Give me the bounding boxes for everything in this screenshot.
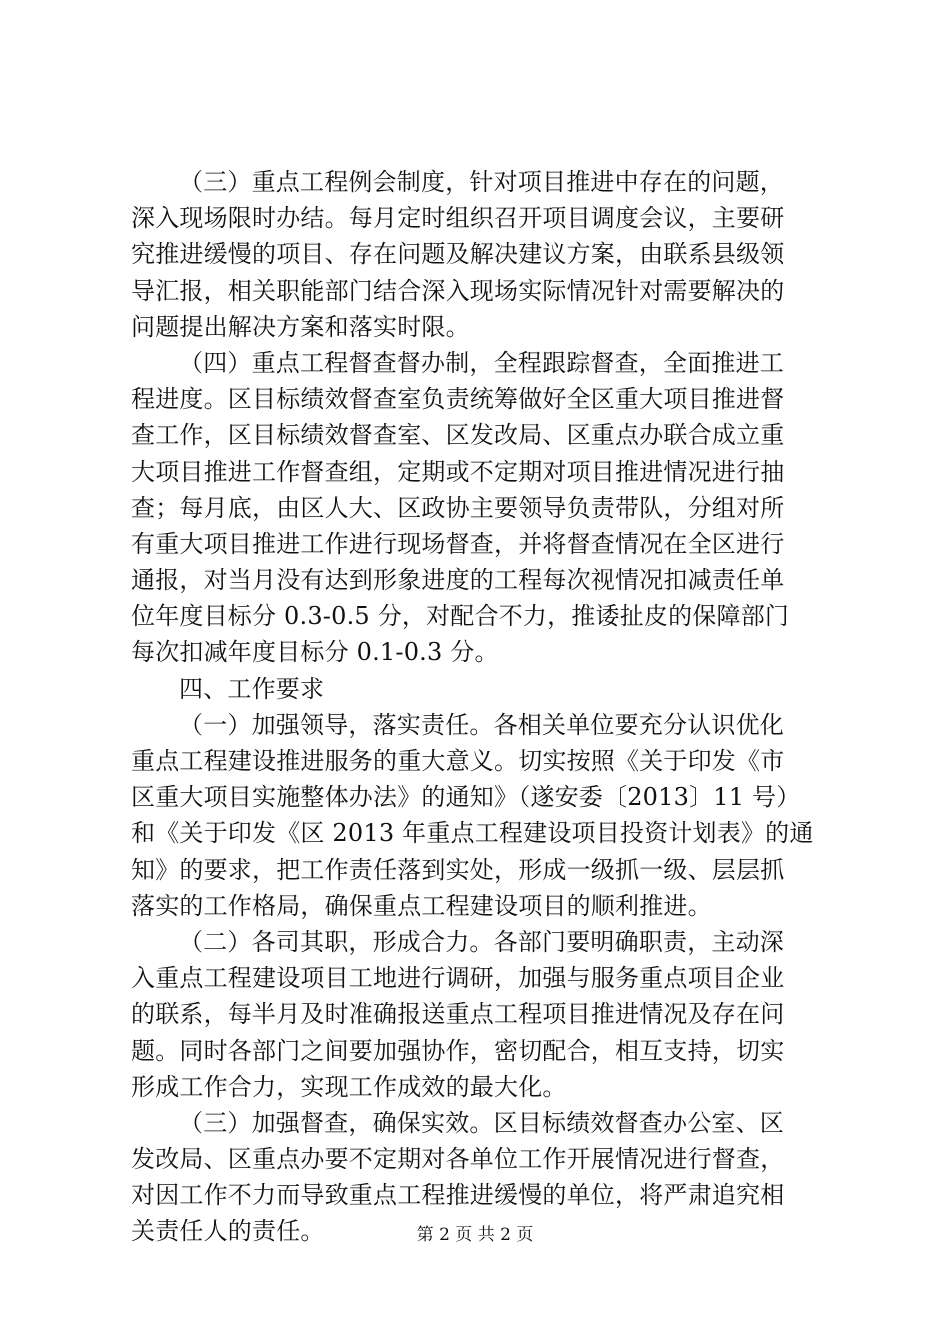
- paragraph-line: 和《关于印发《区 2013 年重点工程建设项目投资计划表》的通: [131, 819, 814, 848]
- paragraph-line: 程进度。区目标绩效督查室负责统筹做好全区重大项目推进督: [131, 385, 785, 414]
- page-footer: 第 2 页 共 2 页: [416, 1225, 534, 1245]
- body-text: [131, 164, 831, 1250]
- paragraph-line: 究推进缓慢的项目、存在问题及解决建议方案，由联系县级领: [131, 240, 785, 269]
- paragraph-line: 通报，对当月没有达到形象进度的工程每次视情况扣减责任单: [131, 566, 785, 595]
- paragraph-line: 查；每月底，由区人大、区政协主要领导负责带队，分组对所: [131, 493, 785, 522]
- paragraph-line: 知》的要求，把工作责任落到实处，形成一级抓一级、层层抓: [131, 855, 785, 884]
- paragraph-line: 题。同时各部门之间要加强协作，密切配合，相互支持，切实: [131, 1036, 785, 1065]
- paragraph-line: 关责任人的责任。: [131, 1217, 325, 1246]
- paragraph-line: （二）各司其职，形成合力。各部门要明确职责，主动深: [179, 927, 784, 956]
- paragraph-line: 发改局、区重点办要不定期对各单位工作开展情况进行督查，: [131, 1145, 785, 1174]
- paragraph-line: 重点工程建设推进服务的重大意义。切实按照《关于印发《市: [131, 747, 785, 775]
- paragraph-line: 深入现场限时办结。每月定时组织召开项目调度会议，主要研: [131, 204, 785, 233]
- paragraph-line: 形成工作合力，实现工作成效的最大化。: [131, 1072, 567, 1101]
- paragraph-line: 导汇报，相关职能部门结合深入现场实际情况针对需要解决的: [131, 276, 785, 305]
- paragraph-line: （四）重点工程督查督办制，全程跟踪督查，全面推进工: [179, 348, 784, 377]
- paragraph-line: （三）加强督查，确保实效。区目标绩效督查办公室、区: [179, 1108, 784, 1137]
- section-heading: 四、工作要求: [179, 674, 325, 703]
- paragraph-line: （一）加强领导，落实责任。各相关单位要充分认识优化: [179, 710, 784, 739]
- paragraph-line: 落实的工作格局，确保重点工程建设项目的顺利推进。: [131, 891, 712, 920]
- paragraph-line: 对因工作不力而导致重点工程推进缓慢的单位，将严肃追究相: [131, 1181, 785, 1210]
- paragraph-line: 位年度目标分 0.3-0.5 分，对配合不力，推诿扯皮的保障部门: [131, 602, 790, 631]
- paragraph-line: （三）重点工程例会制度，针对项目推进中存在的问题，: [179, 168, 784, 196]
- paragraph-line: 的联系，每半月及时准确报送重点工程项目推进情况及存在问: [131, 1000, 785, 1029]
- paragraph-line: 区重大项目实施整体办法》的通知》（遂安委〔2013〕11 号）: [131, 783, 801, 812]
- paragraph-line: 问题提出解决方案和落实时限。: [131, 312, 470, 341]
- paragraph-line: 有重大项目推进工作进行现场督查，并将督查情况在全区进行: [131, 529, 785, 558]
- paragraph-line: 大项目推进工作督查组，定期或不定期对项目推进情况进行抽: [131, 457, 785, 486]
- paragraph-line: 每次扣减年度目标分 0.1-0.3 分。: [131, 638, 499, 667]
- paragraph-line: 查工作，区目标绩效督查室、区发改局、区重点办联合成立重: [131, 421, 785, 450]
- paragraph-line: 入重点工程建设项目工地进行调研，加强与服务重点项目企业: [131, 964, 785, 993]
